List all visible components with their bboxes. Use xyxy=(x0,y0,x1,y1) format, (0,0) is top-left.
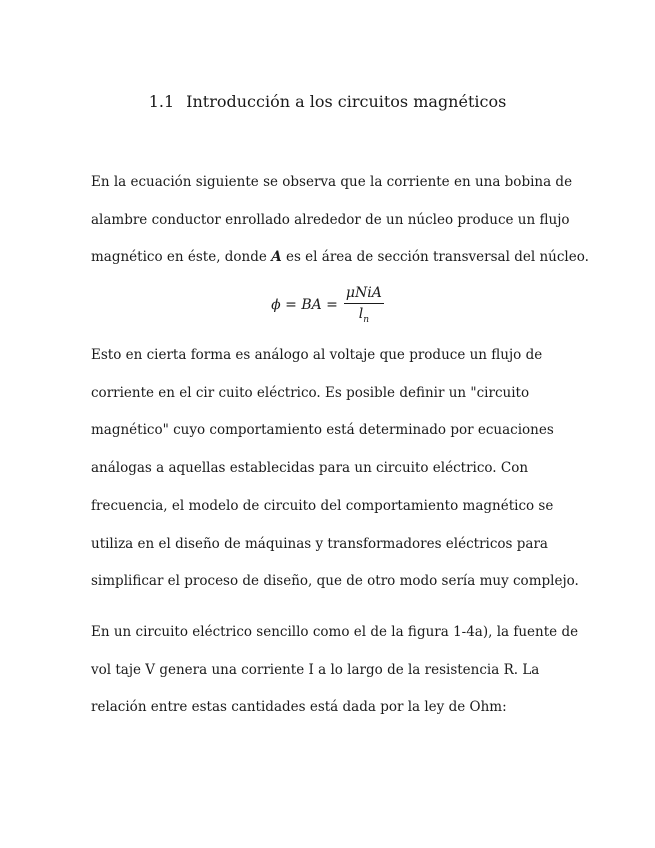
text-line: magnético" cuyo comportamiento está determinado por ecuaciones xyxy=(91,422,554,439)
denominator-base: l xyxy=(358,306,364,323)
paragraph-analogy xyxy=(91,337,579,601)
equation-fraction xyxy=(344,285,384,325)
section-number: 1.1 xyxy=(148,92,175,111)
text-line: análogas a aquellas establecidas para un circuito eléctrico. Con xyxy=(91,460,529,477)
text-line: vol taje V genera una corriente I a lo largo de la resistencia R. La xyxy=(91,661,540,678)
text-line: utiliza en el diseño de máquinas y transformadores eléctricos para xyxy=(91,535,548,552)
text-line: En la ecuación siguiente se observa que la corriente en una bobina de xyxy=(91,174,573,190)
text-line: frecuencia, el modelo de circuito del comportamiento magnético se xyxy=(91,497,554,514)
area-symbol: A xyxy=(271,249,282,266)
paragraph-ohm xyxy=(91,614,579,727)
equation-numerator: μNiA xyxy=(344,285,384,304)
section-heading xyxy=(0,92,655,111)
text-line: relación entre estas cantidades está dada por la ley de Ohm: xyxy=(91,699,507,716)
text-line: simplificar el proceso de diseño, que de otro modo sería muy complejo. xyxy=(91,573,579,590)
text-line xyxy=(91,239,589,277)
equation-lhs: ϕ = BA = xyxy=(271,297,338,313)
equation-denominator xyxy=(359,304,369,325)
section-title: Introducción a los circuitos magnéticos xyxy=(186,92,507,111)
text-fragment: magnético en éste, donde xyxy=(91,249,272,266)
flux-equation xyxy=(0,283,655,327)
paragraph-intro xyxy=(91,164,589,277)
text-line: alambre conductor enrollado alrededor de un núcleo produce un flujo xyxy=(91,211,570,228)
text-line: corriente en el cir cuito eléctrico. Es posible definir un "circuito xyxy=(91,384,530,401)
denominator-subscript: n xyxy=(363,314,370,325)
text-line: Esto en cierta forma es análogo al voltaje que produce un flujo de xyxy=(91,347,543,363)
text-line: En un circuito eléctrico sencillo como el de la figura 1-4a), la fuente de xyxy=(91,624,579,640)
text-fragment: es el área de sección transversal del núcleo. xyxy=(281,249,589,266)
